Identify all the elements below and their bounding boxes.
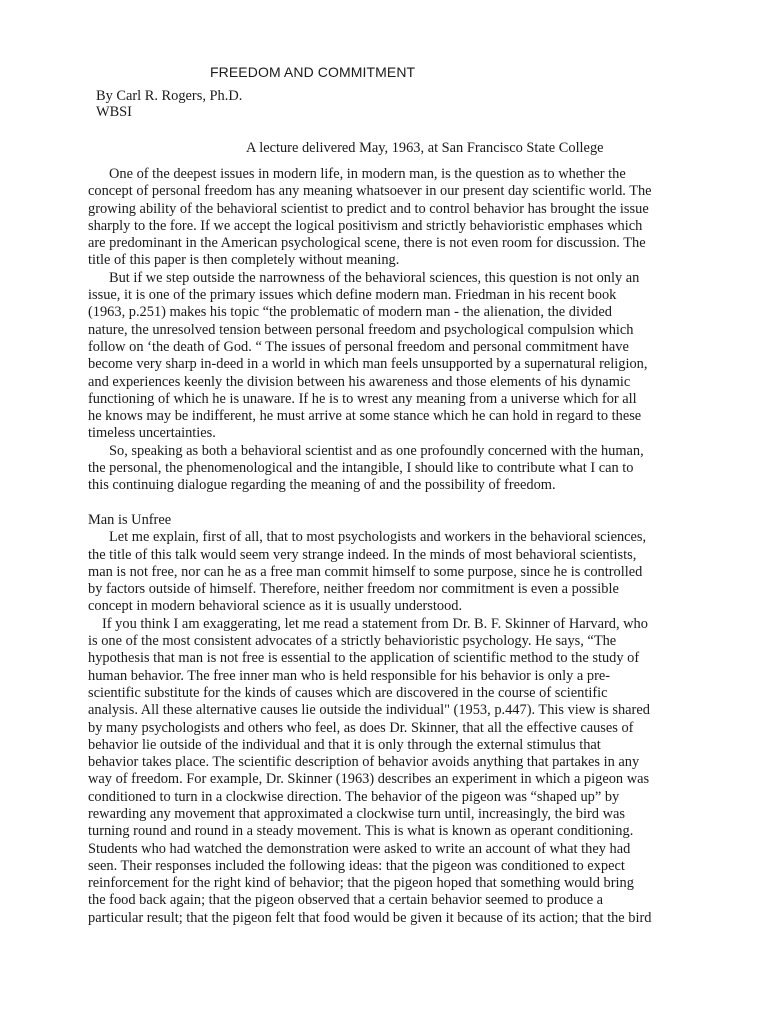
text-line: particular result; that the pigeon felt that food would be given it because of its action; that the bird [88, 909, 652, 926]
text-line: follow on ‘the death of God. “ The issues of personal freedom and personal commitment have [88, 338, 629, 355]
text-line: sharply to the fore. If we accept the logical positivism and strictly behavioristic emphases which [88, 217, 643, 234]
text-line: Let me explain, first of all, that to most psychologists and workers in the behavioral sciences, [109, 529, 647, 546]
text-line: growing ability of the behavioral scientist to predict and to control behavior has brought the issue [88, 200, 649, 217]
text-line: human behavior. The free inner man who is held responsible for his behavior is only a pre- [88, 667, 611, 684]
text-line: rewarding any movement that approximated a clockwise turn until, increasingly, the bird was [88, 805, 625, 822]
document-title: FREEDOM AND COMMITMENT [210, 64, 416, 80]
text-line: So, speaking as both a behavioral scientist and as one profoundly concerned with the human, [109, 442, 644, 459]
affiliation-line: WBSI [96, 104, 132, 120]
paragraph-gap [88, 495, 688, 512]
text-line: issue, it is one of the primary issues which define modern man. Friedman in his recent book [88, 287, 617, 304]
text-line: timeless uncertainties. [88, 425, 216, 442]
text-line: concept in modern behavioral science as it is usually understood. [88, 598, 463, 615]
text-line: the personal, the phenomenological and the intangible, I should like to contribute what I can to [88, 460, 634, 477]
author-line: By Carl R. Rogers, Ph.D. [96, 88, 243, 104]
text-line: One of the deepest issues in modern life, in modern man, is the question as to whether the [109, 166, 626, 182]
text-line: this continuing dialogue regarding the meaning of and the possibility of freedom. [88, 477, 556, 494]
text-line: (1963, p.251) makes his topic “the problematic of modern man - the alienation, the divided [88, 304, 612, 321]
text-line: But if we step outside the narrowness of the behavioral sciences, this question is not only an [109, 269, 640, 286]
text-line: Students who had watched the demonstration were asked to write an account of what they had [88, 840, 631, 857]
text-line: scientific substitute for the kinds of causes which are discovered in the course of scientific [88, 684, 608, 701]
section-heading: Man is Unfree [88, 511, 172, 528]
text-line: title of this paper is then completely without meaning. [88, 252, 400, 269]
text-line: become very sharp in-deed in a world in which man feels unsupported by a supernatural religion, [88, 356, 648, 373]
text-line: the food back again; that the pigeon observed that a certain behavior seemed to produce a [88, 892, 604, 909]
text-line: hypothesis that man is not free is essential to the application of scientific method to the study of [88, 650, 640, 667]
text-line: reinforcement for the right kind of behavior; that the pigeon hoped that something would bring [88, 875, 634, 892]
text-line: analysis. All these alternative causes lie outside the individual" (1953, p.447). This view is shared [88, 702, 650, 719]
text-line: man is not free, nor can he as a free man commit himself to some purpose, since he is controlled [88, 563, 643, 580]
text-line: seen. Their responses included the following ideas: that the pigeon was conditioned to expect [88, 857, 625, 874]
text-line: behavior lie outside of the individual and that it is only through the external stimulus that [88, 736, 601, 753]
text-line: conditioned to turn in a clockwise direction. The behavior of the pigeon was “shaped up” by [88, 788, 620, 805]
text-line: turning round and round in a steady movement. This is what is known as operant conditioning. [88, 823, 634, 840]
text-line: nature, the unresolved tension between personal freedom and psychological compulsion which [88, 321, 634, 338]
text-line: concept of personal freedom has any meaning whatsoever in our present day scientific world. The [88, 183, 652, 200]
text-line: the title of this talk would seem very strange indeed. In the minds of most behavioral scientists, [88, 546, 637, 563]
text-line: functioning of which he is unaware. If he is to wrest any meaning from a universe which for all [88, 390, 637, 407]
text-line: is one of the most consistent advocates of a strictly behavioristic psychology. He says, “The [88, 633, 617, 650]
text-line: way of freedom. For example, Dr. Skinner (1963) describes an experiment in which a pigeon was [88, 771, 650, 788]
text-line: behavior takes place. The scientific description of behavior avoids anything that partakes in any [88, 754, 640, 771]
text-line: are predominant in the American psychological scene, there is not even room for discussion. The [88, 235, 646, 252]
document-body [88, 166, 688, 927]
text-line: If you think I am exaggerating, let me read a statement from Dr. B. F. Skinner of Harvard, who [102, 615, 648, 632]
text-line: by factors outside of himself. Therefore, neither freedom nor commitment is even a possible [88, 581, 619, 598]
text-line: by many psychologists and others who feel, as does Dr. Skinner, that all the effective causes of [88, 719, 634, 736]
text-line: he knows may be indifferent, he must arrive at some stance which he can hold in regard to these [88, 408, 642, 425]
text-line: and experiences keenly the division between his awareness and those elements of his dynamic [88, 373, 631, 390]
venue-line: A lecture delivered May, 1963, at San Francisco State College [246, 140, 604, 156]
